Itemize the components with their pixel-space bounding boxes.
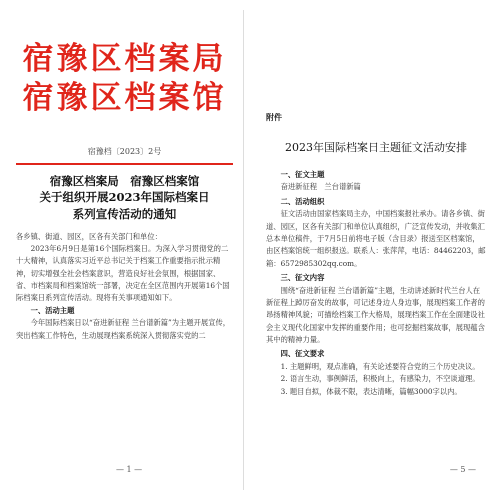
paragraph: 今年国际档案日以“奋进新征程 兰台谱新篇”为主题开展宣传，突出档案工作特色，生动展现档案系统深入贯彻落实党的二	[16, 318, 231, 340]
section-heading: 三、征文内容	[280, 273, 325, 283]
paragraph: 1. 主题鲜明，观点准确，有关论述要符合党的三个历史决议。	[280, 361, 480, 371]
paragraph: 3. 题目自拟，体裁不限，表达清晰，篇幅3000字以内。	[280, 386, 462, 396]
paragraph: 2023年6月9日是第16个国际档案日。为深入学习贯彻党的二十大精神，认真落实习近平总书记关于档案工作重要指示批示精神，切实增强全社会档案意识，营造良好社会氛围，根据国家、省、市档案局和档案馆统一部署，决定在全区范围内开展第16个国际档案日系列宣传活动。现将有关事项通知如下。	[16, 243, 230, 303]
document-page-right	[256, 10, 494, 490]
notice-title-line-2: 关于组织开展2023年国际档案日	[39, 190, 210, 205]
attachment-body	[266, 169, 486, 398]
letterhead-line-2: 宿豫区档案馆	[22, 79, 227, 116]
page-number-right: — 5 —	[449, 465, 476, 474]
red-divider	[16, 163, 233, 165]
paragraph: 各乡镇、街道、园区，区各有关部门和单位：	[16, 231, 162, 241]
notice-body	[16, 231, 233, 343]
section-heading: 四、征文要求	[280, 349, 325, 359]
notice-title-line-1: 宿豫区档案局 宿豫区档案馆	[49, 173, 200, 188]
attachment-title: 2023年国际档案日主题征文活动安排	[285, 141, 467, 154]
red-letterhead	[16, 40, 233, 118]
notice-title-line-3: 系列宣传活动的通知	[72, 206, 177, 221]
section-heading: 二、活动组织	[280, 196, 325, 206]
paragraph: 2. 语言生动，事例鲜活，积极向上，有感染力，不空谈道理。	[280, 374, 480, 384]
letterhead-line-1: 宿豫区档案局	[22, 41, 227, 77]
section-heading: 一、活动主题	[30, 305, 75, 315]
attachment-label: 附件	[266, 112, 282, 122]
paragraph: 征文活动由国家档案局主办，中国档案报社承办。请各乡镇、街道、园区，区各有关部门和单位认真组织，广泛宣传发动，并收集汇总本单位稿件，于7月5日前将电子版（含目录）报送至区档案馆，由区档案馆统一组织报送。联系人：张萍萍，电话：84462203，邮箱：657298530​2qq.com。	[266, 209, 486, 268]
section-heading: 一、征文主题	[280, 170, 325, 179]
notice-title	[16, 173, 233, 223]
document-page-left	[6, 10, 244, 490]
paragraph: 奋进新征程 兰台谱新篇	[280, 182, 361, 192]
document-number: 宿豫档〔2023〕2号	[87, 146, 162, 156]
paragraph: 围绕“奋进新征程 兰台谱新篇”主题，生动讲述新时代兰台人在新征程上踔厉奋发的故事，可记述身边人身边事，展现档案工作者的昂扬精神风貌；可描绘档案工作大格局，展现档案工作在全面建设社会主义现代化国家中发挥的重要作用；也可挖掘档案故事，展现蕴含其中的精神力量。	[266, 285, 485, 345]
page-number-left: — 1 —	[116, 465, 143, 474]
